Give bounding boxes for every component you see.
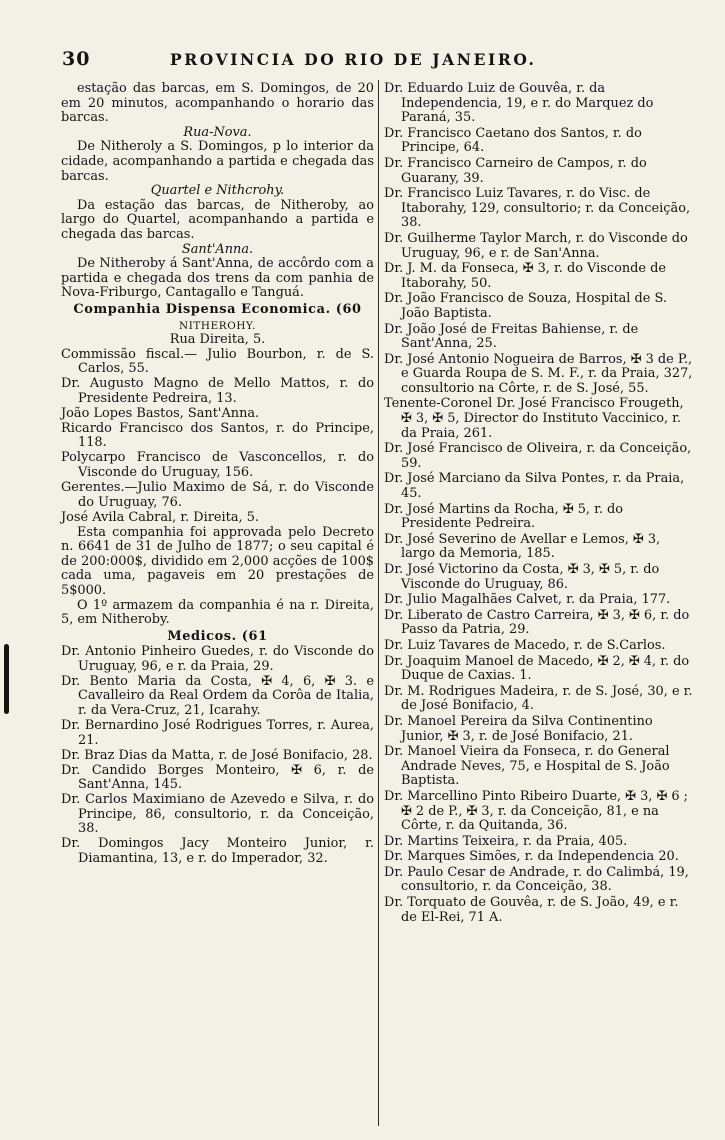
left-entry: Dr. Candido Borges Monteiro, ✠ 6, r. de Sant'Anna, 145. xyxy=(61,762,374,793)
margin-ink-mark xyxy=(4,644,9,714)
left-paragraph: O 1º armazem da companhia é na r. Direita, 5, em Nitheroby. xyxy=(61,597,374,628)
left-paragraph: Da estação das barcas, de Nitheroby, ao largo do Quartel, acompanhando a partida e chegada das barcas. xyxy=(61,197,374,242)
doctor-entry: Tenente-Coronel Dr. José Francisco Frougeth, ✠ 3, ✠ 5, Director do Instituto Vaccinico, r. da Praia, 261. xyxy=(384,396,684,441)
left-section-heading: Sant'Anna. xyxy=(181,241,254,257)
left-entry: Dr. Braz Dias da Matta, r. de José Bonifacio, 28. xyxy=(61,747,373,763)
doctor-entry: Dr. Manoel Vieira da Fonseca, r. do General Andrade Neves, 75, e Hospital de S. João Baptista. xyxy=(384,744,670,789)
left-entry: Dr. Carlos Maximiano de Azevedo e Silva, r. do Principe, 86, consultorio, r. da Conceição, 38. xyxy=(61,792,374,837)
doctor-entry: Dr. Guilherme Taylor March, r. do Visconde do Uruguay, 96, e r. de San'Anna. xyxy=(384,230,688,261)
doctor-entry: Dr. José Antonio Nogueira de Barros, ✠ 3 de P., e Guarda Roupa de S. M. F., r. da Praia, 327, consultorio na Côrte, r. de S. José, 55. xyxy=(384,351,693,396)
doctor-entry: Dr. Torquato de Gouvêa, r. de S. João, 49, e r. de El-Rei, 71 A. xyxy=(384,895,679,925)
doctor-entry: Dr. Marcellino Pinto Ribeiro Duarte, ✠ 3, ✠ 6 ; ✠ 2 de P., ✠ 3, r. da Conceição, 81, e na Côrte, r. da Quitanda, 36. xyxy=(384,788,689,834)
left-entry: Dr. Bento Maria da Costa, ✠ 4, 6, ✠ 3. e Cavalleiro da Real Ordem da Corôa de Italia, r. da Vera-Cruz, 21, Icarahy. xyxy=(61,673,374,719)
column-divider xyxy=(378,80,379,1126)
doctor-entry: Dr. Martins Teixeira, r. da Praia, 405. xyxy=(384,833,628,849)
left-entry: José Avila Cabral, r. Direita, 5. xyxy=(61,509,260,525)
doctor-entry: Dr. Francisco Luiz Tavares, r. do Visc. de Itaborahy, 129, consultorio; r. da Conceição, 38. xyxy=(384,186,691,231)
doctor-entry: Dr. João Francisco de Souza, Hospital de S. João Baptista. xyxy=(384,291,667,321)
left-entry: Ricardo Francisco dos Santos, r. do Principe, 118. xyxy=(61,420,374,451)
left-entry: Dr. Bernardino José Rodrigues Torres, r. Aurea, 21. xyxy=(61,718,374,748)
doctor-entry: Dr. Francisco Carneiro de Campos, r. do Guarany, 39. xyxy=(384,155,647,186)
left-entry: João Lopes Bastos, Sant'Anna. xyxy=(61,405,260,421)
left-company-heading: Medicos. (61 xyxy=(167,628,268,644)
left-entry: Dr. Antonio Pinheiro Guedes, r. do Visconde do Uruguay, 96, e r. da Praia, 29. xyxy=(61,644,374,674)
doctor-entry: Dr. José Victorino da Costa, ✠ 3, ✠ 5, r. do Visconde do Uruguay, 86. xyxy=(384,562,660,592)
left-entry: Dr. Domingos Jacy Monteiro Junior, r. Diamantina, 13, e r. do Imperador, 32. xyxy=(61,836,374,866)
doctor-entry: Dr. José Martins da Rocha, ✠ 5, r. do Presidente Pedreira. xyxy=(384,501,624,532)
left-paragraph: estação das barcas, em S. Domingos, de 20 em 20 minutos, acompanhando o horario das barcas. xyxy=(61,81,374,126)
left-company-subheading: NITHEROHY. xyxy=(179,319,256,332)
doctor-entry: Dr. Manoel Pereira da Silva Continentino Junior, ✠ 3, r. de José Bonifacio, 21. xyxy=(384,713,653,744)
doctor-entry: Dr. M. Rodrigues Madeira, r. de S. José, 30, e r. de José Bonifacio, 4. xyxy=(384,683,693,714)
page-header xyxy=(62,48,694,72)
running-title: PROVINCIA DO RIO DE JANEIRO. xyxy=(170,50,537,69)
doctor-entry: Dr. Joaquim Manoel de Macedo, ✠ 2, ✠ 4, r. do Duque de Caxias. 1. xyxy=(384,653,690,684)
doctor-entry: Dr. José Severino de Avellar e Lemos, ✠ 3, largo da Memoria, 185. xyxy=(384,531,661,562)
left-section-heading: Quartel e Nithcrohy. xyxy=(150,183,285,199)
left-section-heading: Rua-Nova. xyxy=(183,124,252,140)
left-entry: Polycarpo Francisco de Vasconcellos, r. do Visconde do Uruguay, 156. xyxy=(61,450,374,480)
doctor-entry: Dr. Francisco Caetano dos Santos, r. do Principe, 64. xyxy=(384,125,642,156)
doctor-entry: Dr. J. M. da Fonseca, ✠ 3, r. do Visconde de Itaborahy, 50. xyxy=(384,261,667,291)
doctor-entry: Dr. João José de Freitas Bahiense, r. de Sant'Anna, 25. xyxy=(384,321,639,352)
left-entry: Gerentes.—Julio Maximo de Sá, r. do Visconde do Uruguay, 76. xyxy=(61,479,374,510)
doctor-entry: Dr. Julio Magalhães Calvet, r. da Praia, 177. xyxy=(384,592,671,608)
left-paragraph: Esta companhia foi approvada pelo Decreto n. 6641 de 31 de Julho de 1877; o seu capital é de 200:000$, dividido em 2,000 acções de 100$ cada uma, pagaveis em 20 prestações de 5$000. xyxy=(61,524,374,598)
doctor-entry: Dr. José Francisco de Oliveira, r. da Conceição, 59. xyxy=(384,441,692,471)
left-company-address: Rua Direita, 5. xyxy=(169,332,266,348)
right-column xyxy=(384,82,693,926)
left-entry: Commissão fiscal.— Julio Bourbon, r. de S. Carlos, 55. xyxy=(61,346,374,377)
doctor-entry: Dr. Marques Simões, r. da Independencia 20. xyxy=(384,849,679,865)
left-paragraph: De Nitheroly a S. Domingos, p lo interior da cidade, acompanhando a partida e chegada das barcas. xyxy=(61,139,374,184)
left-column xyxy=(61,82,374,867)
doctor-entry: Dr. Liberato de Castro Carreira, ✠ 3, ✠ 6, r. do Passo da Patria, 29. xyxy=(384,607,690,638)
left-entry: Dr. Augusto Magno de Mello Mattos, r. do Presidente Pedreira, 13. xyxy=(61,376,374,406)
doctor-entry: Dr. José Marciano da Silva Pontes, r. da Praia, 45. xyxy=(384,471,685,502)
left-company-heading: Companhia Dispensa Economica. (60 xyxy=(73,301,362,317)
doctor-entry: Dr. Luiz Tavares de Macedo, r. de S.Carlos. xyxy=(384,637,666,653)
doctor-entry: Dr. Paulo Cesar de Andrade, r. do Calimbá, 19, consultorio, r. da Conceição, 38. xyxy=(384,864,689,895)
page-number: 30 xyxy=(62,48,91,70)
doctor-entry: Dr. Eduardo Luiz de Gouvêa, r. da Independencia, 19, e r. do Marquez do Paraná, 35. xyxy=(384,81,654,126)
left-paragraph: De Nitheroby á Sant'Anna, de accôrdo com a partida e chegada dos trens da com panhia de Nova-Friburgo, Cantagallo e Tanguá. xyxy=(61,256,374,301)
